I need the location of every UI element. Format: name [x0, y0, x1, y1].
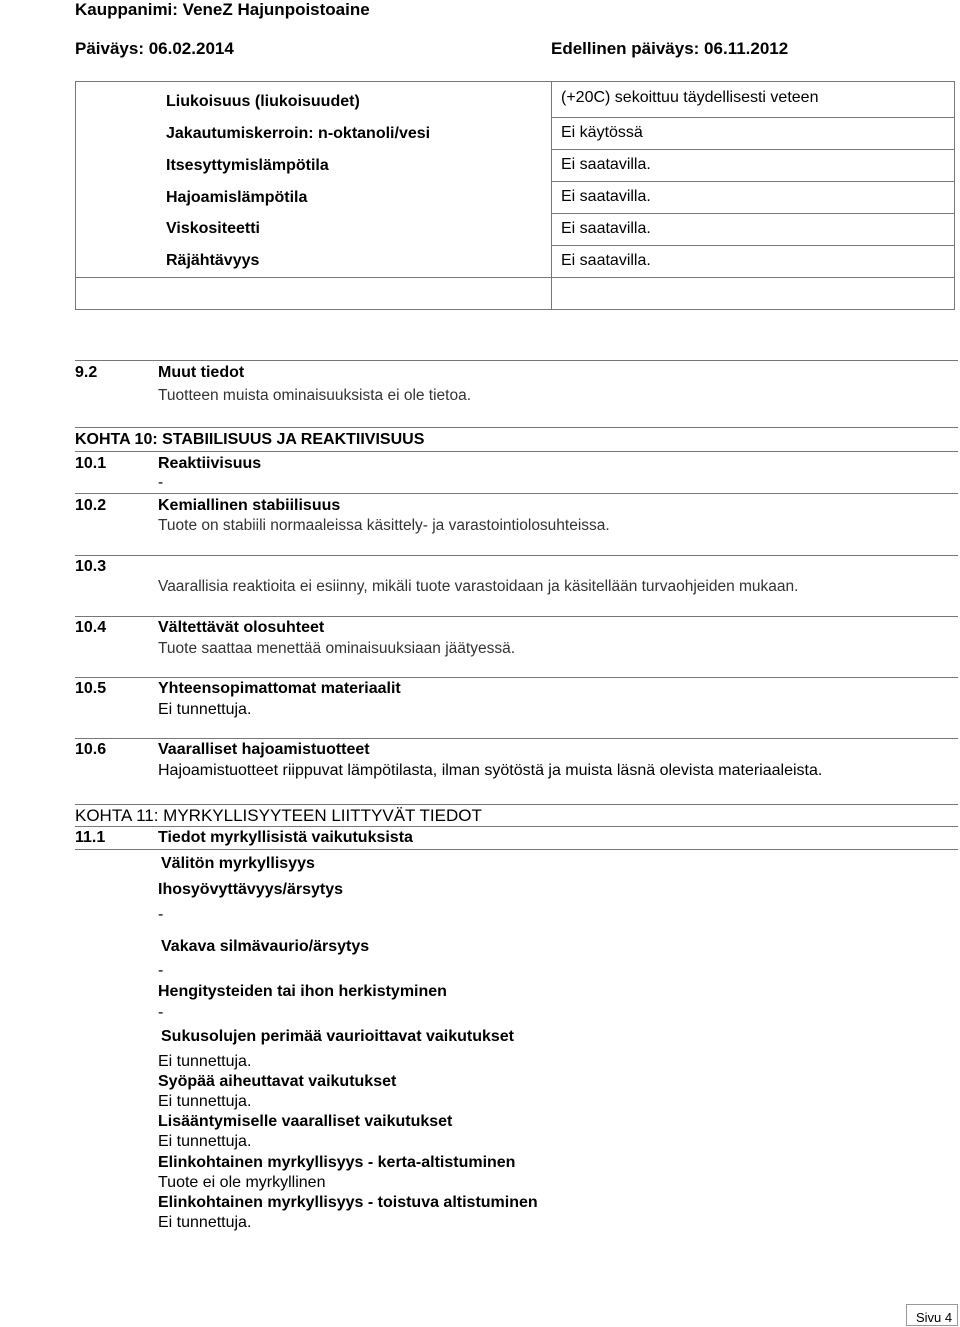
tox-item-label: Syöpää aiheuttavat vaikutukset: [158, 1073, 397, 1090]
section-number: 11.1: [75, 829, 106, 846]
section-rule: [75, 849, 958, 850]
property-label: Jakautumiskerroin: n-oktanoli/vesi: [166, 125, 431, 142]
tox-item-value: Ei tunnettuja.: [158, 1053, 252, 1070]
section-number: 10.6: [75, 741, 107, 758]
tox-item-value: Ei tunnettuja.: [158, 1214, 252, 1231]
section-rule: [75, 555, 958, 556]
document-date: Päiväys: 06.02.2014: [75, 39, 234, 58]
previous-date: Edellinen päiväys: 06.11.2012: [551, 39, 789, 58]
section-title: Vältettävät olosuhteet: [158, 619, 325, 636]
section-number: 9.2: [75, 364, 98, 381]
tox-item-label: Elinkohtainen myrkyllisyys - kerta-altistuminen: [158, 1154, 516, 1171]
section-text: -: [158, 474, 164, 491]
section-10-heading: KOHTA 10: STABIILISUUS JA REAKTIIVISUUS: [75, 431, 425, 448]
section-text: Tuote saattaa menettää ominaisuuksiaan jäätyessä.: [158, 640, 515, 657]
tox-item-value: -: [158, 1004, 164, 1021]
section-number: 10.5: [75, 680, 107, 697]
property-label: Räjähtävyys: [166, 252, 260, 269]
table-column-divider: [551, 81, 552, 310]
section-11-heading: KOHTA 11: MYRKYLLISYYTEEN LIITTYVÄT TIEDOT: [75, 806, 482, 825]
tox-item-value: -: [158, 906, 164, 923]
tox-item-label: Vakava silmävaurio/ärsytys: [161, 938, 370, 955]
trade-name: Kauppanimi: VeneZ Hajunpoistoaine: [75, 0, 370, 19]
table-row-divider: [551, 213, 955, 214]
section-rule: [75, 677, 958, 678]
table-row-divider: [551, 245, 955, 246]
property-label: Itsesyttymislämpötila: [166, 157, 329, 174]
tox-item-value: Ei tunnettuja.: [158, 1093, 252, 1110]
section-rule: [75, 360, 958, 361]
section-rule: [75, 826, 958, 827]
table-row-divider: [551, 149, 955, 150]
section-rule: [75, 616, 958, 617]
property-value: Ei saatavilla.: [561, 252, 651, 269]
property-value: Ei käytössä: [561, 124, 643, 141]
section-text: Hajoamistuotteet riippuvat lämpötilasta, ilman syötöstä ja muista läsnä olevista materiaaleista.: [158, 762, 823, 779]
section-number: 10.3: [75, 558, 107, 575]
tox-item-label: Ihosyövyttävyys/ärsytys: [158, 881, 343, 898]
tox-item-label: Lisääntymiselle vaaralliset vaikutukset: [158, 1113, 453, 1130]
section-title: Vaaralliset hajoamistuotteet: [158, 741, 370, 758]
section-text: Ei tunnettuja.: [158, 701, 252, 718]
section-rule: [75, 804, 958, 805]
section-rule: [75, 493, 958, 494]
table-row-divider: [75, 277, 955, 278]
section-title: Reaktiivisuus: [158, 455, 262, 472]
tox-item-label: Sukusolujen perimää vaurioittavat vaikutukset: [161, 1028, 515, 1045]
section-text: Tuotteen muista ominaisuuksista ei ole tietoa.: [158, 387, 472, 404]
tox-item-value: Ei tunnettuja.: [158, 1133, 252, 1150]
property-label: Hajoamislämpötila: [166, 189, 308, 206]
section-number: 10.1: [75, 455, 107, 472]
table-row-divider: [551, 117, 955, 118]
tox-item-value: Tuote ei ole myrkyllinen: [158, 1174, 326, 1191]
section-number: 10.4: [75, 619, 107, 636]
property-value: Ei saatavilla.: [561, 220, 651, 237]
section-rule: [75, 738, 958, 739]
section-title: Tiedot myrkyllisistä vaikutuksista: [158, 829, 413, 846]
section-title: Kemiallinen stabiilisuus: [158, 497, 341, 514]
tox-item-value: -: [158, 962, 164, 979]
tox-item-label: Hengitysteiden tai ihon herkistyminen: [158, 983, 447, 1000]
table-row-divider: [551, 181, 955, 182]
section-title: Yhteensopimattomat materiaalit: [158, 680, 401, 697]
tox-item-label: Elinkohtainen myrkyllisyys - toistuva altistuminen: [158, 1194, 538, 1211]
property-value: Ei saatavilla.: [561, 188, 651, 205]
tox-item-label: Välitön myrkyllisyys: [161, 855, 315, 872]
section-rule: [75, 451, 958, 452]
section-text: Tuote on stabiili normaaleissa käsittely- ja varastointiolosuhteissa.: [158, 517, 610, 534]
section-title: Muut tiedot: [158, 364, 245, 381]
section-text: Vaarallisia reaktioita ei esiinny, mikäli tuote varastoidaan ja käsitellään turvaohjeiden mukaan.: [158, 578, 799, 595]
property-label: Viskositeetti: [166, 220, 260, 237]
property-label: Liukoisuus (liukoisuudet): [166, 93, 360, 110]
section-rule: [75, 427, 958, 428]
page-number: Sivu 4: [916, 1310, 953, 1325]
property-value: Ei saatavilla.: [561, 156, 651, 173]
section-number: 10.2: [75, 497, 107, 514]
property-value: (+20C) sekoittuu täydellisesti veteen: [561, 89, 819, 106]
